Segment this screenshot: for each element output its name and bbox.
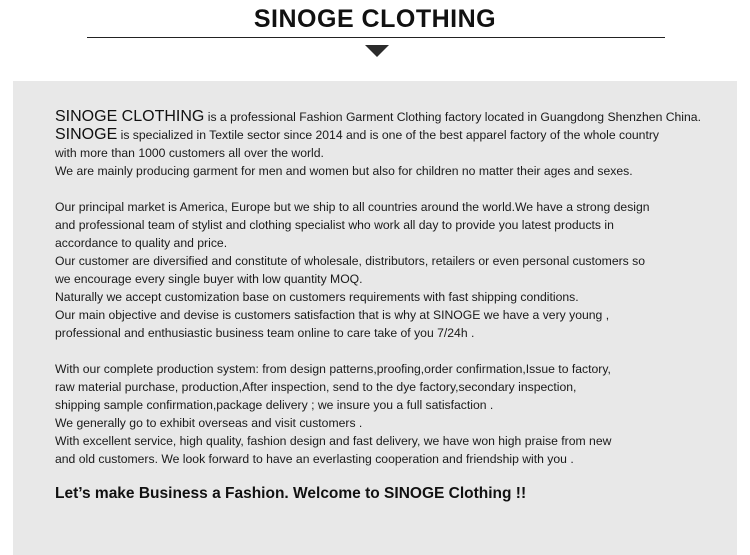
closing-slogan: Let’s make Business a Fashion. Welcome to SINOGE Clothing !! — [55, 485, 527, 502]
title-divider — [87, 37, 665, 38]
paragraph-3-line: and old customers. We look forward to have an everlasting cooperation and friendship with you . — [55, 452, 574, 466]
intro-line-4: We are mainly producing garment for men and women but also for children no matter their ages and sexes. — [55, 164, 633, 178]
brand-name: SINOGE — [55, 126, 118, 143]
paragraph-2-line: Our main objective and devise is customers satisfaction that is why at SINOGE we have a very young , — [55, 308, 610, 322]
down-arrow-icon — [365, 45, 389, 57]
paragraph-2-line: Our principal market is America, Europe but we ship to all countries around the world.We have a strong design — [55, 200, 650, 214]
paragraph-3-line: With our complete production system: from design patterns,proofing,order confirmation,Issue to factory, — [55, 362, 611, 376]
content-panel — [13, 81, 737, 555]
paragraph-2-line: Our customer are diversified and constitute of wholesale, distributors, retailers or even personal customers so — [55, 254, 646, 268]
intro-line-3: with more than 1000 customers all over the world. — [55, 146, 324, 160]
paragraph-3-line: shipping sample confirmation,package delivery ; we insure you a full satisfaction . — [55, 398, 494, 412]
paragraph-spacer — [55, 180, 725, 198]
company-description — [55, 108, 725, 503]
paragraph-2-line: and professional team of stylist and clothing specialist who work all day to provide you latest products in — [55, 218, 614, 232]
paragraph-2-line: accordance to quality and price. — [55, 236, 228, 250]
paragraph-2-line: professional and enthusiastic business team online to care take of you 7/24h . — [55, 326, 475, 340]
paragraph-3-line: raw material purchase, production,After inspection, send to the dye factory,secondary inspection, — [55, 380, 577, 394]
paragraph-3-line: We generally go to exhibit overseas and visit customers . — [55, 416, 363, 430]
page-title: SINOGE CLOTHING — [253, 5, 497, 33]
intro-line-2 — [55, 126, 725, 144]
intro-text: is a professional Fashion Garment Clothing factory located in Guangdong Shenzhen China. — [204, 110, 701, 124]
paragraph-spacer — [55, 342, 725, 360]
intro-text: is specialized in Textile sector since 2014 and is one of the best apparel factory of the whole country — [117, 128, 659, 142]
brand-name: SINOGE CLOTHING — [55, 108, 205, 125]
paragraph-2-line: we encourage every single buyer with low quantity MOQ. — [55, 272, 363, 286]
intro-line-1 — [55, 108, 725, 126]
paragraph-3-line: With excellent service, high quality, fashion design and fast delivery, we have won high praise from new — [55, 434, 612, 448]
page-header — [0, 0, 750, 80]
paragraph-2-line: Naturally we accept customization base on customers requirements with fast shipping conditions. — [55, 290, 579, 304]
